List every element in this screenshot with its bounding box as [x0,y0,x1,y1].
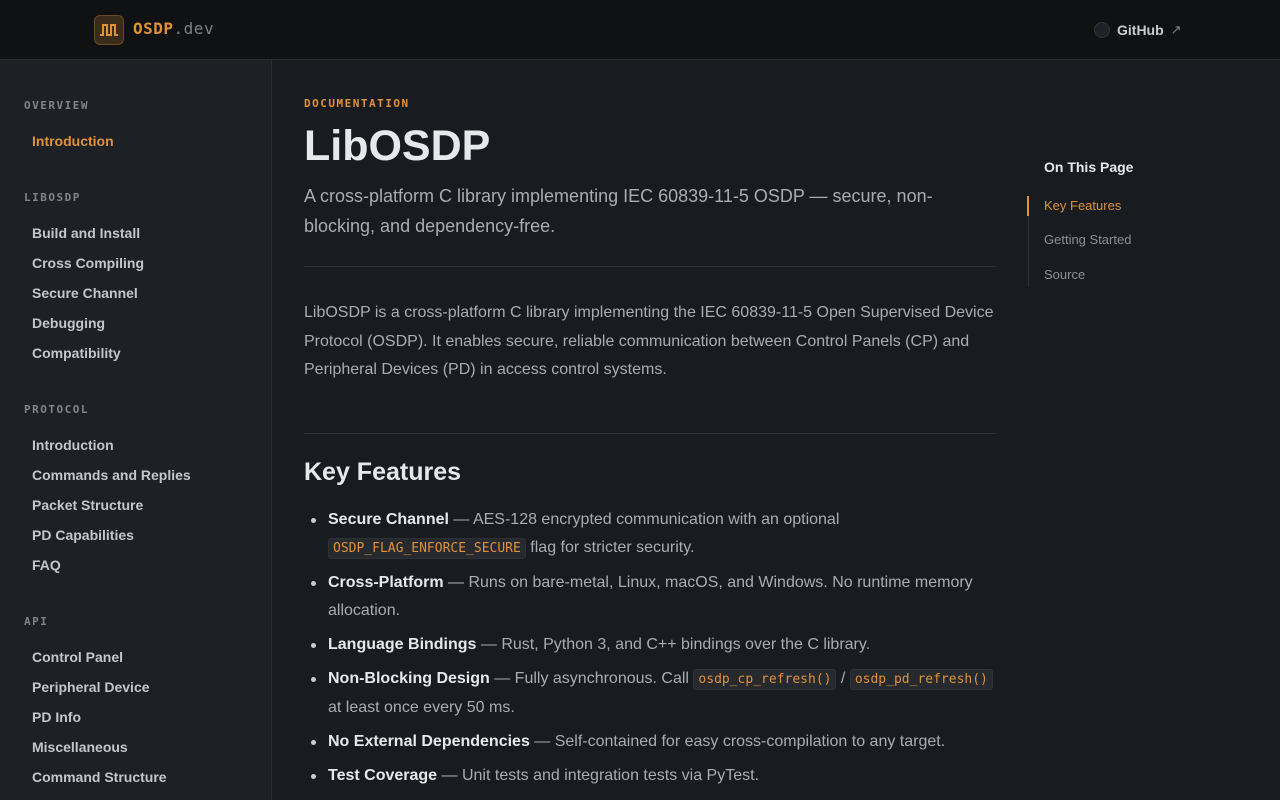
code-separator: / [836,670,850,687]
page-subtitle: A cross-platform C library implementing IEC 60839-11-5 OSDP — secure, non-blocking, and dependency-free. [304,186,933,236]
github-label: GitHub [1117,22,1164,38]
sidebar-item-pd-info[interactable]: PD Info [32,709,81,725]
sidebar-item-peripheral-device[interactable]: Peripheral Device [32,679,150,695]
list-item [328,728,998,756]
logo-icon[interactable] [94,15,124,45]
inline-code: osdp_cp_refresh() [693,669,836,690]
feature-name: Test Coverage [328,767,438,784]
sidebar-item-commands-and-replies[interactable]: Commands and Replies [32,467,191,483]
list-item [328,762,998,790]
page-title: LibOSDP [304,122,491,170]
sidebar-item-secure-channel[interactable]: Secure Channel [32,285,138,301]
inline-code: osdp_pd_refresh() [850,669,993,690]
divider [304,433,996,434]
section-heading-key-features: Key Features [304,458,462,486]
feature-text: — Fully asynchronous. Call [489,670,694,687]
github-link[interactable] [1094,20,1182,40]
sidebar-item-introduction[interactable]: Introduction [32,133,114,149]
inline-code: OSDP_FLAG_ENFORCE_SECURE [328,538,526,559]
feature-name: No External Dependencies [328,733,530,750]
sidebar [0,60,272,800]
logo-tld: dev [183,19,215,38]
sidebar-item-pd-capabilities[interactable]: PD Capabilities [32,527,134,543]
logo-dot: . [173,19,184,38]
github-icon [1094,22,1110,38]
sidebar-section-api: API [24,615,49,628]
sidebar-item-debugging[interactable]: Debugging [32,315,106,331]
sidebar-item-protocol-introduction[interactable]: Introduction [32,437,114,453]
divider [304,266,996,267]
sidebar-item-packet-structure[interactable]: Packet Structure [32,497,144,513]
feature-text: — Rust, Python 3, and C++ bindings over the C library. [476,636,871,653]
sidebar-section-protocol: PROTOCOL [24,403,89,416]
list-item [328,665,998,722]
logo-name: OSDP [133,19,174,38]
toc-title: On This Page [1044,159,1134,175]
list-item [328,631,998,659]
external-link-icon: ↗ [1170,22,1182,37]
toc-item-source[interactable]: Source [1044,267,1086,282]
sidebar-item-compatibility[interactable]: Compatibility [32,345,121,361]
sidebar-item-build-and-install[interactable]: Build and Install [32,225,141,241]
feature-text: flag for stricter security. [525,539,695,556]
feature-text: — Self-contained for easy cross-compilation to any target. [529,733,946,750]
feature-name: Language Bindings [328,636,477,653]
page-kicker: DOCUMENTATION [304,97,410,110]
square-wave-icon [99,22,119,38]
intro-paragraph: LibOSDP is a cross-platform C library implementing the IEC 60839-11-5 Open Supervised Device Protocol (OSDP). It enables secure, reliable communication between Control Panels (CP) and Peripheral Devices (PD) in access control systems. [304,304,994,378]
sidebar-item-faq[interactable]: FAQ [32,557,61,573]
feature-name: Cross-Platform [328,574,444,591]
feature-text: — Unit tests and integration tests via PyTest. [437,767,759,784]
sidebar-item-miscellaneous[interactable]: Miscellaneous [32,739,128,755]
toc-item-key-features[interactable]: Key Features [1044,198,1122,213]
feature-text: at least once every 50 ms. [328,699,515,716]
list-item [328,506,998,563]
feature-name: Non-Blocking Design [328,670,490,687]
sidebar-section-libosdp: LIBOSDP [24,191,81,204]
top-bar [0,0,1280,60]
feature-name: Secure Channel [328,511,449,528]
feature-text: — AES-128 encrypted communication with an optional [448,511,840,528]
list-item [328,569,998,625]
toc-item-getting-started[interactable]: Getting Started [1044,232,1132,247]
toc-active-marker [1027,196,1029,216]
sidebar-item-control-panel[interactable]: Control Panel [32,649,124,665]
feature-text: — Runs on bare-metal, Linux, macOS, and Windows. No runtime memory allocation. [328,574,973,619]
sidebar-item-command-structure[interactable]: Command Structure [32,769,167,785]
logo-wordmark[interactable] [133,19,214,38]
sidebar-section-overview: OVERVIEW [24,99,89,112]
sidebar-item-cross-compiling[interactable]: Cross Compiling [32,255,145,271]
